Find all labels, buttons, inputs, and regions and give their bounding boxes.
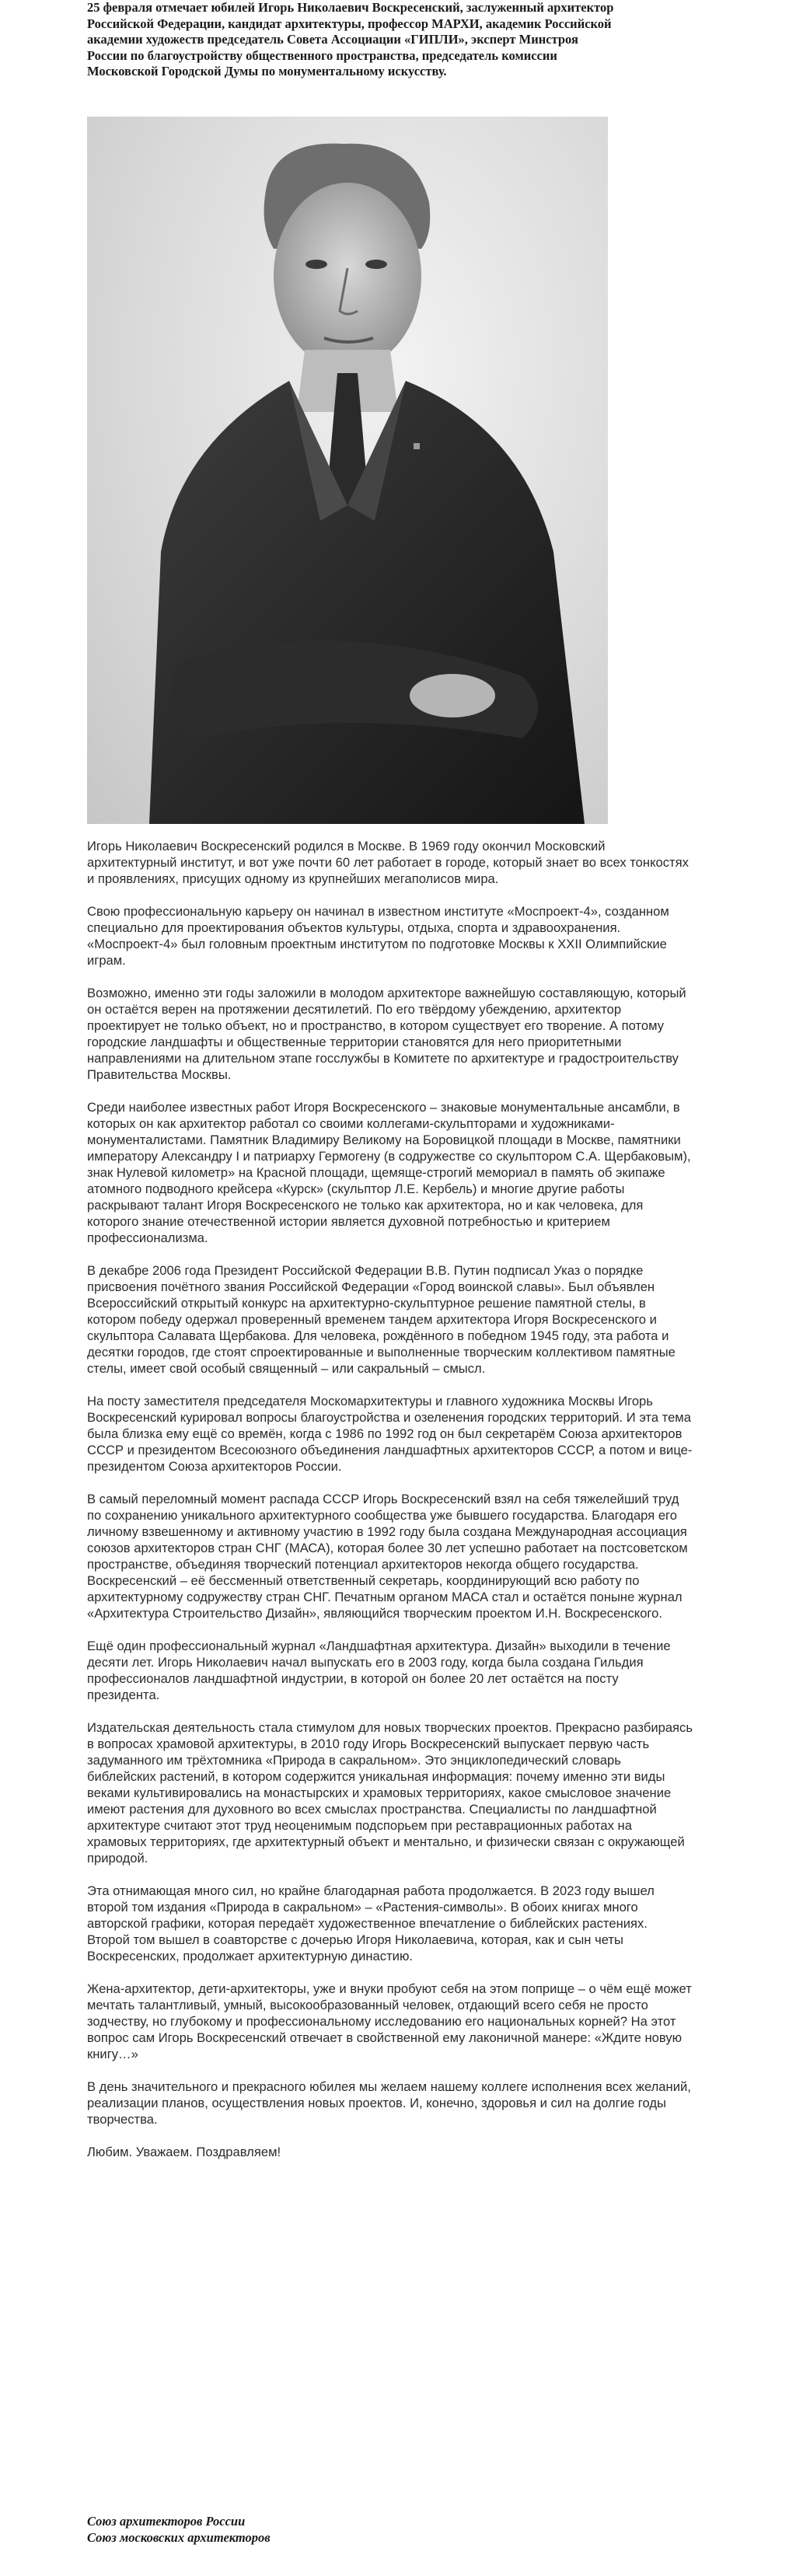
- signature-line: Союз московских архитекторов: [87, 2530, 271, 2545]
- closing-line: Любим. Уважаем. Поздравляем!: [87, 2145, 281, 2159]
- article-paragraph: Среди наиболее известных работ Игоря Воскресенского – знаковые монументальные ансамбли, в которых он как архитектор работал со своими коллегами-скульпторами и художниками-монументалистами. Памятник Владимиру Великому на Боровицкой площади в Москве, памятники императору Александру I и патриарху Гермогену (в содружестве со скульптором С.А. Щербаковым), знак Нулевой километр» на Красной площади, щемяще-строгий мемориал в память об экипаже атомного подводного крейсера «Курск» (скульптор Л.Е. Кербель) и многие другие работы раскрывают талант Игоря Воскресенского не только как архитектора, но и как человека, для которого знание отечественной истории является духовной потребностью и критерием профессионализма.: [87, 1100, 691, 1245]
- article-paragraph: В день значительного и прекрасного юбилея мы желаем нашему коллеге исполнения всех желаний, реализации планов, осуществления новых проектов. И, конечно, здоровья и сил на долгие годы творчества.: [87, 2079, 691, 2127]
- article-paragraph: В самый переломный момент распада СССР Игорь Воскресенский взял на себя тяжелейший труд по сохранению уникального архитектурного сообщества уже бывшего государства. Благодаря его личному взвешенному и активному участию в 1992 году была создана Международная ассоциация союзов архитекторов стран СНГ (МАСА), которая более 30 лет успешно работает на постсоветском пространстве, объединяя творческий потенциал архитекторов некогда общего государства. Воскресенский – её бессменный ответственный секретарь, координирующий всю работу по архитектурному содружеству стран СНГ. Печатным органом МАСА стал и остаётся поныне журнал «Архитектура Строительство Дизайн», являющийся творческим проектом И.Н. Воскресенского.: [87, 1492, 688, 1621]
- article-paragraph: Свою профессиональную карьеру он начинал в известном институте «Моспроект-4», созданном специально для проектирования объектов культуры, отдыха, спорта и здравоохранения. «Моспроект-4» был головным проектным институтом по подготовке Москвы к XXII Олимпийские играм.: [87, 904, 669, 968]
- portrait-photo-icon: [87, 117, 608, 824]
- article-paragraph: Издательская деятельность стала стимулом для новых творческих проектов. Прекрасно разбираясь в вопросах храмовой архитектуры, в 2010 году Игорь Воскресенский выпускает первую часть задуманного им трёхтомника «Природа в сакральном». Это энциклопедический словарь библейских растений, в котором содержится уникальная информация: почему именно эти виды веками культивировались на монастырских и храмовых территориях, какое смысловое значение имеют растения для духовного во всех смыслах пространства. Специалисты по ландшафтной архитектуре считают этот труд неоценимым подспорьем при реставрационных работах на храмовых территориях, где архитектурный объект и ментально, и физически связан с окружающей природой.: [87, 1720, 693, 1866]
- signature-block: [87, 2513, 553, 2546]
- article-paragraph: Игорь Николаевич Воскресенский родился в Москве. В 1969 году окончил Московский архитектурный институт, и вот уже почти 60 лет работает в городе, который знает во всех тонкостях и проявлениях, присущих одному из крупнейших мегаполисов мира.: [87, 839, 689, 886]
- article-body: [87, 838, 693, 2176]
- article-paragraph: Эта отнимающая много сил, но крайне благодарная работа продолжается. В 2023 году вышел второй том издания «Природа в сакральном» – «Растения-символы». В обоих книгах много авторской графики, которая передаёт художественное впечатление о библейских растениях. Второй том вышел в соавторстве с дочерью Игоря Николаевича, которая, как и сын четы Воскресенских, продолжает архитектурную династию.: [87, 1883, 655, 1963]
- article-paragraph: На посту заместителя председателя Москомархитектуры и главного художника Москвы Игорь Воскресенский курировал вопросы благоустройства и озеленения городских территорий. И эта тема была близка ему ещё со времён, когда с 1986 по 1992 год он был секретарём Союза архитекторов СССР и президентом Всесоюзного объединения ландшафтных архитекторов СССР, а потом и вице-президентом Союза архитекторов России.: [87, 1394, 693, 1474]
- article-paragraph: Жена-архитектор, дети-архитекторы, уже и внуки пробуют себя на этом поприще – о чём ещё может мечтать талантливый, умный, высокообразованный человек, отдающий всего себя не просто зодчеству, но глубокому и профессиональному исследованию его национальных корней? На этот вопрос сам Игорь Воскресенский отвечает в свойственной ему лаконичной манере: «Ждите новую книгу…»: [87, 1981, 692, 2061]
- portrait-photo: [87, 117, 608, 824]
- article-paragraph: В декабре 2006 года Президент Российской Федерации В.В. Путин подписал Указ о порядке присвоения почётного звания Российской Федерации «Город воинской славы». Был объявлен Всероссийский открытый конкурс на архитектурно-скульптурное решение памятной стелы, в котором победу одержал проверенный временем тандем архитектора Игоря Воскресенского и скульптора Салавата Щербакова. Для человека, рождённого в победном 1945 году, эта работа и десятки городов, где стоят спроектированные и выполненные творческим коллективом памятные стелы, имеет свой особый священный – или сакральный – смысл.: [87, 1263, 676, 1376]
- article-paragraph: Возможно, именно эти годы заложили в молодом архитекторе важнейшую составляющую, который он остаётся верен на протяжении десятилетий. По его твёрдому убеждению, архитектор проектирует не только объект, но и пространство, в котором существует его творение. А потому городские ландшафты и общественные территории становятся для него приоритетными направлениями на длительном этапе госслужбы в Комитете по архитектуре и градостроительству Правительства Москвы.: [87, 986, 686, 1082]
- article-paragraph: Ещё один профессиональный журнал «Ландшафтная архитектура. Дизайн» выходили в течение десяти лет. Игорь Николаевич начал выпускать его в 2003 году, когда была создана Гильдия профессионалов ландшафтной индустрии, в которой он более 20 лет остаётся на посту президента.: [87, 1639, 671, 1702]
- signature-line: Союз архитекторов России: [87, 2514, 246, 2529]
- intro-paragraph: 25 февраля отмечает юбилей Игорь Николаевич Воскресенский, заслуженный архитектор Российской Федерации, кандидат архитектуры, профессор МАРХИ, академик Российской академии художеств председатель Совета Ассоциации «ГИПЛИ», эксперт Минстроя России по благоустройству общественного пространства, председатель комиссии Московской Городской Думы по монументальному искусству.: [87, 0, 614, 79]
